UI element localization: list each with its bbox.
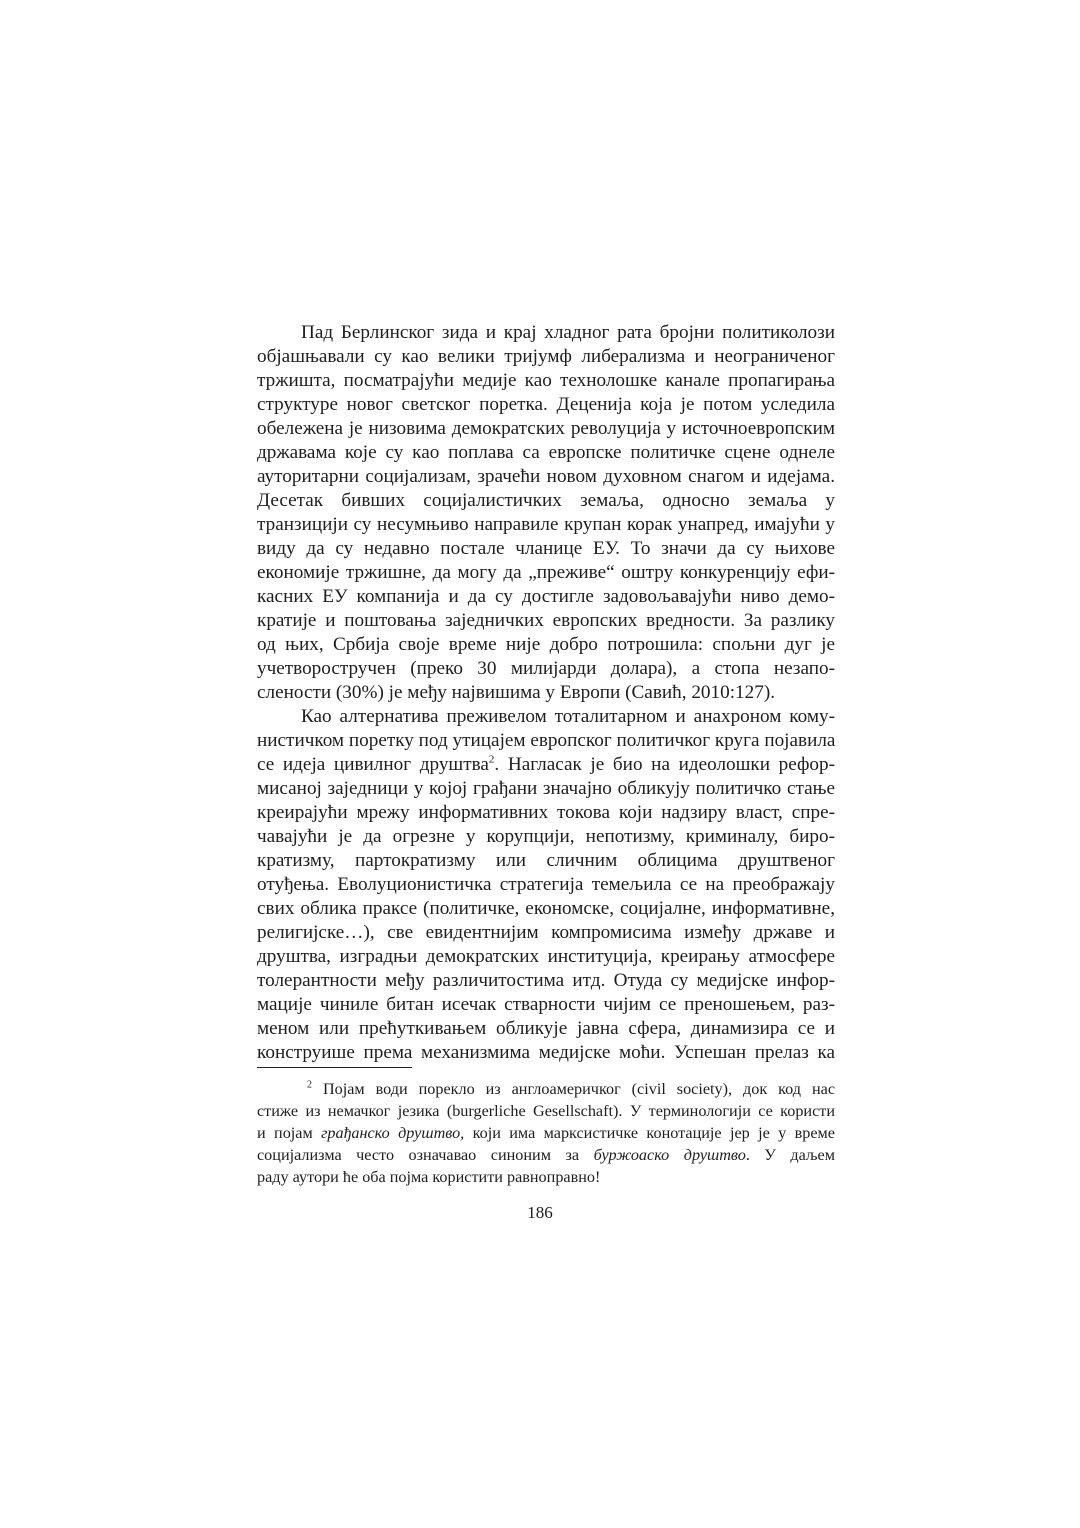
footnote-number: 2 bbox=[307, 1079, 312, 1091]
paragraph-1-line: ауторитарни социјализам, зрачећи новом духовном снагом и идејама. bbox=[257, 466, 835, 487]
footnote-line: стиже из немачког језика (burgerliche Gesellschaft). У терминологији се користи bbox=[257, 1102, 835, 1120]
footnote-line bbox=[257, 1078, 835, 1100]
paragraph-2-line: конструише према механизмима медијске моћи. Успешан прелаз ка bbox=[257, 1042, 835, 1063]
paragraph-2-line: свих облика праксе (политичке, економске, социјалне, информативне, bbox=[257, 898, 835, 919]
footnote-line bbox=[257, 1144, 835, 1166]
paragraph-2-line: толерантности међу различитостима итд. Отуда су медијске инфор- bbox=[257, 970, 835, 991]
paragraph-2-text: . Нагласак је био на идеолошки рефор- bbox=[494, 754, 836, 775]
page-number: 186 bbox=[527, 1203, 553, 1222]
body-text bbox=[257, 321, 835, 1065]
paragraph-1-line: учетворостручен (преко 30 милијарди долара), а стопа незапо- bbox=[257, 658, 835, 679]
footnote-text: социјализма често означавао синоним за bbox=[257, 1146, 594, 1164]
paragraph-2-line: друштва, изградњи демократских институција, креирању атмосфере bbox=[257, 946, 835, 967]
paragraph-2-line: креирајући мрежу информативних токова који надзиру власт, спре- bbox=[257, 802, 835, 823]
paragraph-2-text: се идеја цивилног друштва bbox=[257, 754, 489, 775]
paragraph-1-line: Пад Берлинског зида и крај хладног рата бројни политиколози bbox=[301, 322, 835, 343]
paragraph-2-line: Као алтернатива преживелом тоталитарном и анахроном кому- bbox=[301, 706, 835, 727]
paragraph-2-line: нистичком поретку под утицајем европског политичког круга појавила bbox=[257, 730, 836, 751]
footnote-text: Појам води порекло из англоамеричког (civil society), док код нас bbox=[322, 1080, 836, 1098]
paragraph-2-line: мисаној заједници у којој грађани значајно обликују политичко стање bbox=[257, 778, 835, 799]
paragraph-1-line: Десетак бивших социјалистичких земаља, односно земаља у bbox=[257, 490, 835, 511]
paragraph-1-line: економије тржишне, да могу да „преживе“ оштру конкуренцију ефи- bbox=[257, 562, 835, 583]
paragraph-1-line: слености (30%) је међу највишима у Европи (Савић, 2010:127). bbox=[257, 682, 776, 703]
paragraph-2-line: кратизму, партократизму или сличним облицима друштвеног bbox=[257, 850, 835, 871]
paragraph-1-line: касних ЕУ компанија и да су достигле задовољавајући ниво демо- bbox=[257, 586, 835, 607]
footnote-italic-term: буржоаско друштво bbox=[593, 1146, 746, 1164]
paragraph-1-line: од њих, Србија своје време није добро потрошила: спољни дуг је bbox=[257, 634, 835, 655]
paragraph-1-line: обележена је низовима демократских револуција у источноевропским bbox=[257, 418, 835, 439]
paragraph-1-line: објашњавали су као велики тријумф либерализма и неограниченог bbox=[257, 346, 835, 367]
paragraph-2-line: религијске…), све евидентнијим компромисима између државе и bbox=[257, 922, 835, 943]
footnote bbox=[257, 1078, 835, 1188]
paragraph-1-line: кратије и поштовања заједничких европских вредности. За разлику bbox=[257, 610, 835, 631]
paragraph-1-line: структуре новог светског поретка. Деценија која је потом уследила bbox=[257, 394, 835, 415]
paragraph-1-line: виду да су недавно постале чланице ЕУ. То значи да су њихове bbox=[257, 538, 835, 559]
footnote-text: који има марксистичке конотације јер је у време bbox=[464, 1124, 835, 1142]
paragraph-2-line: чавајући је да огрезне у корупцији, непотизму, криминалу, биро- bbox=[257, 826, 835, 847]
paragraph-1-line: транзицији су несумњиво направиле крупан корак унапред, имајући у bbox=[257, 514, 835, 535]
paragraph-2-line: меном или прећуткивањем обликује јавна сфера, динамизира се и bbox=[257, 1018, 835, 1039]
footnote-divider bbox=[257, 1067, 412, 1068]
footnote-reference[interactable]: 2 bbox=[488, 753, 495, 766]
footnote-text: . У даљем bbox=[745, 1146, 835, 1164]
footnote-italic-term: грађанско друштво, bbox=[321, 1124, 465, 1142]
footnote-line: раду аутори ће оба појма користити равноправно! bbox=[257, 1168, 601, 1186]
paragraph-2-line: отуђења. Еволуционистичка стратегија темељила се на преображају bbox=[257, 874, 835, 895]
paragraph-2-line: мације чиниле битан исечак стварности чијим се преношењем, раз- bbox=[257, 994, 835, 1015]
footnote-line bbox=[257, 1122, 835, 1144]
paragraph-2-line-with-footnote bbox=[257, 753, 835, 777]
paragraph-1-line: тржишта, посматрајући медије као технолошке канале пропагирања bbox=[257, 370, 835, 391]
paragraph-1-line: државама које су као поплава са европске политичке сцене однеле bbox=[257, 442, 835, 463]
footnote-text: и појам bbox=[257, 1124, 322, 1142]
